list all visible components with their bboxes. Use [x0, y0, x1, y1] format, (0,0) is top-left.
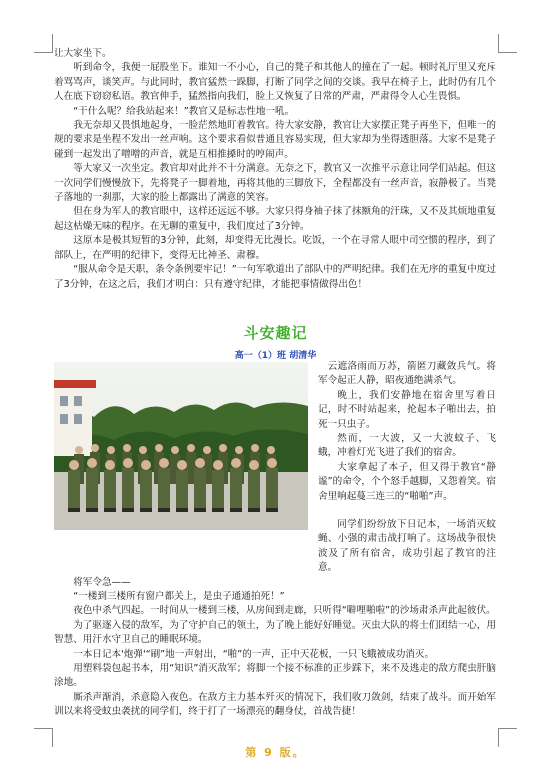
article1-paragraph: “服从命令是天职，条令条例要牢记！”一句军歌道出了部队中的严明纪律。我们在无序的重复中度过了3分钟，在这之后，我们才明白：只有遵守纪律，才能把事情做得出色！ — [54, 264, 496, 290]
article2-lower-text — [54, 518, 496, 720]
military-training-photo — [54, 362, 308, 530]
article2-lower-paragraph: 夜色中杀气四起。一时间从一楼到三楼，从房间到走廊，只听得“噼哩啪啦”的沙场肃杀声此起彼伏。 — [73, 605, 496, 617]
article2-lower-paragraph: 为了驱逐入侵的敌军，为了守护自己的领土，为了晚上能好好睡觉。灭虫大队的将士们团结一心，用智慧、用汗水守卫自己的睡眠环境。 — [54, 619, 496, 646]
article2-lower-paragraph: “一楼到三楼所有窗户都关上，是虫子通通拍死！” — [73, 591, 285, 603]
article2-lower-paragraph: 厮杀声渐消，杀意隐入夜色。在敌方主力基本歼灭的情况下，我们收刀敛剑，结束了战斗。而开始军训以来将受蚊虫袭扰的同学们，终于打了一场漂亮的翻身仗，首战告捷！ — [54, 691, 496, 718]
article2-side-paragraph: 大家拿起了本子，但又得于教官“静谧”的命令，个个怒手越脚，又怨着笑。宿舍里响起蔓三连三的“啪啪”声。 — [318, 461, 496, 502]
article2-side-paragraph: 晚上，我们安静地在宿舍里写着日记，时不时站起来，抡起本子啪出去，拍死一只虫子。 — [318, 389, 496, 430]
article1-paragraph: “干什么呢？给我站起来！”教官又是标志性地一吼。 — [73, 105, 295, 117]
article1-paragraph: 听到命令，我便一屁股坐下。谁知一不小心，自己的凳子和其他人的撞在了一起。顿时礼厅里又充斥着骂骂声，谈笑声。与此同时，教官猛然一跺脚，打断了同学之间的交谈。我早在椅子上，此时仍有几个人在底下窃窃私语。教官伸手，猛然指向我们，脸上又恢复了日常的严肃，严肃得令人心生畏惧。 — [54, 62, 496, 103]
article1-paragraph: 这原本是极其短暂的3分钟，此刻，却变得无比漫长。吃饭，一个在寻常人眼中司空惯的程序，到了部队上，在严明的纪律下，变得无比神圣、肃穆。 — [54, 235, 496, 261]
article2-side-paragraph: 云遮洛雨而万苏，箭匿刀藏敛兵气。将军令起正人静，昭夜通绝满杀气。 — [318, 361, 496, 387]
crop-mark-top-left — [34, 34, 53, 53]
article1-paragraph: 但在身为军人的教官眼中，这样还远远不够。大家只得身袖子抹了抹额角的汗珠，又不及其烦地重复起这枯燥无味的程序。在无聊的重复中，我们度过了3分钟。 — [54, 206, 496, 232]
article2-title: 斗安趣记 — [243, 324, 308, 342]
article1-paragraph: 我无奈却又畏惧地起身，一脸茫然地盯着教官。待大家安静，教官让大家摆正凳子再坐下，但唯一的规的要求是坐程不发出一丝声响。这个要求看似普通且容易实现，但大家却为坐得透胆落。大家不是凳子碰到一起发出了噌噌的声音，就是互相推搡时的哼闹声。 — [54, 120, 496, 160]
article2-lower-paragraph: 同学们纷纷放下日记本，一场消灭蚊蝇、小强的肃击战打响了。这场战争很快波及了所有宿舍，成功引起了教官的注意。 — [318, 519, 496, 574]
article2-lower-paragraph: 一本日记本'炮弹'“刷”地一声射出，“啪”的一声，正中天花板，一只飞蛾被成功消灭。 — [73, 648, 435, 660]
article2-title-wrap — [0, 322, 551, 343]
photo-illustration — [54, 362, 308, 530]
page-number-footer: 第 9 版。 — [245, 746, 306, 759]
article1-body — [54, 47, 496, 292]
article1-paragraph: 等大家又一次坐定。教官却对此并不十分满意。无奈之下，教官又一次推平示意让同学们站起。但这一次同学们慢慢放下，先将凳子一脚着地，再将其他的三脚放下，全程都没有一丝声音，寂静极了。当凳子落地的一刹那，大家的脸上都露出了满意的笑容。 — [54, 163, 496, 204]
article2-lower-paragraph: 用塑料袋包起书本，用“知识”消灭敌军；将脚一个接不标准的正步踩下，来不及逃走的敌方爬虫肝脑涂地。 — [54, 663, 496, 689]
article2-side-text — [318, 360, 496, 504]
article1-paragraph: 让大家坐下。 — [54, 48, 112, 59]
crop-mark-top-right — [498, 34, 517, 53]
article2-side-paragraph: 然而，一大波，又一大波蚊子、飞蛾，冲着灯光飞进了我们的宿舍。 — [318, 433, 496, 459]
article2-lower-paragraph: 将军令急—— — [73, 576, 131, 588]
article2-byline: 高一（1）班 胡清华 — [234, 351, 317, 361]
